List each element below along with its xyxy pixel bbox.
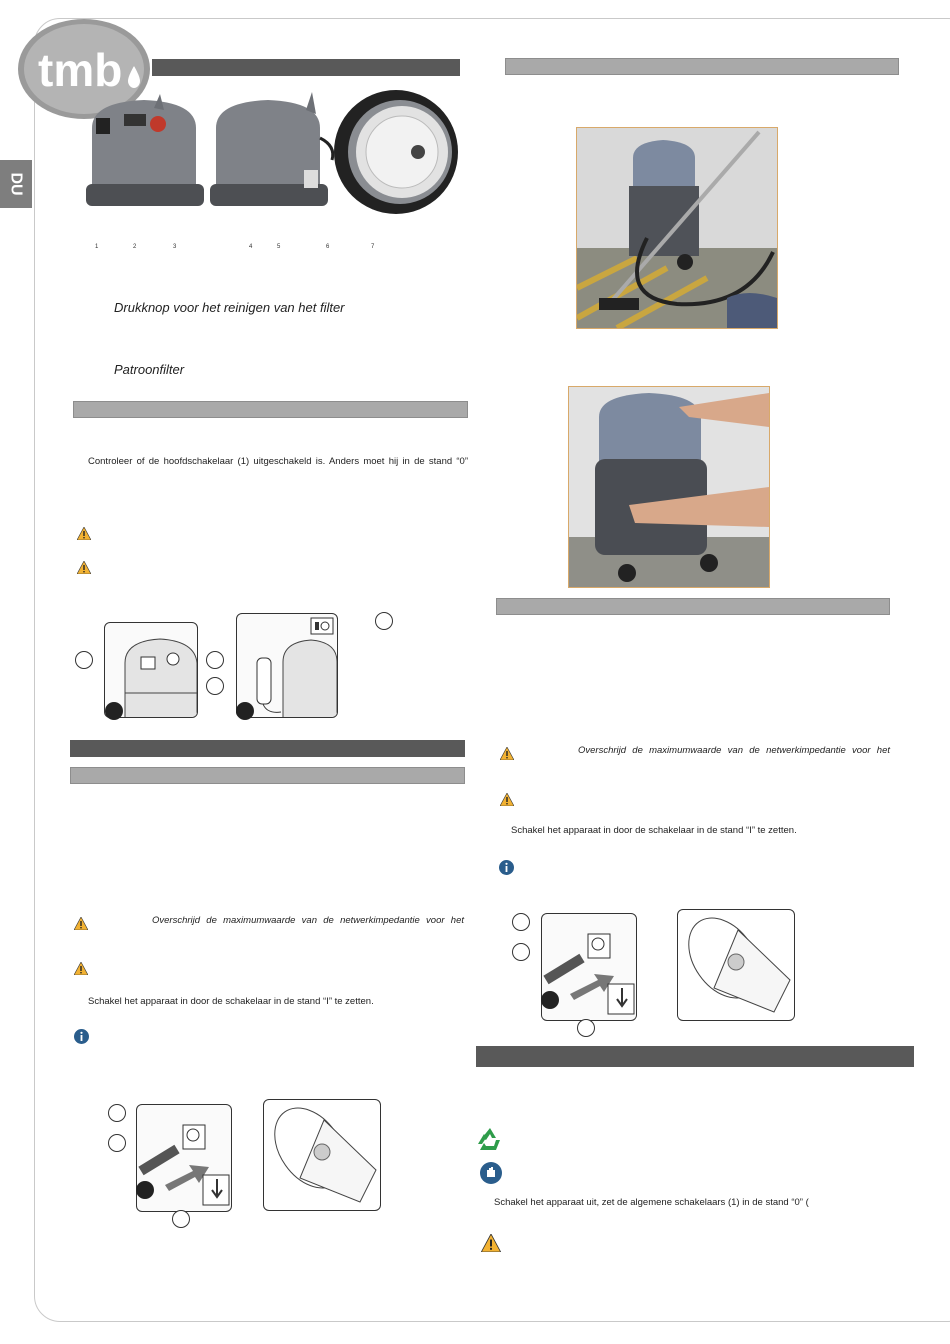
callout-circle bbox=[172, 1210, 190, 1228]
callout-circle-filled bbox=[541, 991, 559, 1009]
vacuum-hand-photo bbox=[568, 386, 770, 588]
filter-funnel-illustration bbox=[263, 1099, 381, 1211]
callout-circle-filled bbox=[136, 1181, 154, 1199]
callout-circle bbox=[108, 1134, 126, 1152]
warning-icon bbox=[500, 747, 514, 760]
legend-filter-button: Drukknop voor het reinigen van het filter bbox=[114, 300, 345, 315]
warning-icon bbox=[481, 1234, 501, 1252]
callout-circle bbox=[577, 1019, 595, 1037]
warning-icon bbox=[77, 561, 91, 574]
callout-circle bbox=[206, 677, 224, 695]
part-number-2: 2 bbox=[133, 244, 137, 250]
switch-on-text: Schakel het apparaat in door de schakelaar in de stand “I” te zetten. bbox=[511, 825, 797, 836]
switch-off-text: Schakel het apparaat uit, zet de algemene schakelaars (1) in de stand “0” ( bbox=[494, 1197, 809, 1208]
part-number-4: 4 bbox=[249, 244, 253, 250]
callout-circle bbox=[108, 1104, 126, 1122]
warning-icon bbox=[77, 527, 91, 540]
info-icon bbox=[74, 1029, 89, 1044]
plug-socket-illustration bbox=[236, 613, 338, 718]
machine-head-photos bbox=[84, 88, 468, 238]
section-header-bar bbox=[73, 401, 468, 418]
part-number-6: 6 bbox=[326, 244, 330, 250]
warning-icon bbox=[74, 962, 88, 975]
impedance-warning-text: Overschrijd de maximumwaarde van de netwerkimpedantie voor het bbox=[578, 745, 890, 756]
filter-funnel-illustration bbox=[677, 909, 795, 1021]
callout-circle bbox=[75, 651, 93, 669]
legend-cartridge: Patroonfilter bbox=[114, 362, 185, 377]
callout-circle bbox=[512, 943, 530, 961]
callout-circle-filled bbox=[236, 702, 254, 720]
language-tab-label: DU bbox=[7, 172, 25, 196]
check-switch-text: Controleer of de hoofdschakelaar (1) uitgeschakeld is. Anders moet hij in de stand “0” bbox=[88, 456, 468, 467]
part-number-3: 3 bbox=[173, 244, 177, 250]
glove-icon bbox=[480, 1162, 502, 1184]
language-tab bbox=[0, 160, 32, 208]
callout-circle bbox=[375, 612, 393, 630]
section-header-bar bbox=[70, 767, 465, 784]
section-header-bar bbox=[476, 1046, 914, 1067]
warning-icon bbox=[500, 793, 514, 806]
recycle-icon bbox=[476, 1126, 504, 1152]
section-header-bar bbox=[496, 598, 890, 615]
part-number-1: 1 bbox=[95, 244, 99, 250]
section-header-bar bbox=[152, 59, 460, 76]
part-number-5: 5 bbox=[277, 244, 281, 250]
logo-text: tmb bbox=[38, 44, 123, 96]
info-icon bbox=[499, 860, 514, 875]
vacuum-floor-photo bbox=[576, 127, 778, 329]
callout-circle-filled bbox=[105, 702, 123, 720]
section-header-bar bbox=[505, 58, 899, 75]
callout-circle bbox=[512, 913, 530, 931]
warning-icon bbox=[74, 917, 88, 930]
section-header-bar bbox=[70, 740, 465, 757]
part-number-7: 7 bbox=[371, 244, 375, 250]
impedance-warning-text: Overschrijd de maximumwaarde van de netwerkimpedantie voor het bbox=[152, 915, 464, 926]
switch-on-text: Schakel het apparaat in door de schakelaar in de stand “I” te zetten. bbox=[88, 996, 374, 1007]
callout-circle bbox=[206, 651, 224, 669]
